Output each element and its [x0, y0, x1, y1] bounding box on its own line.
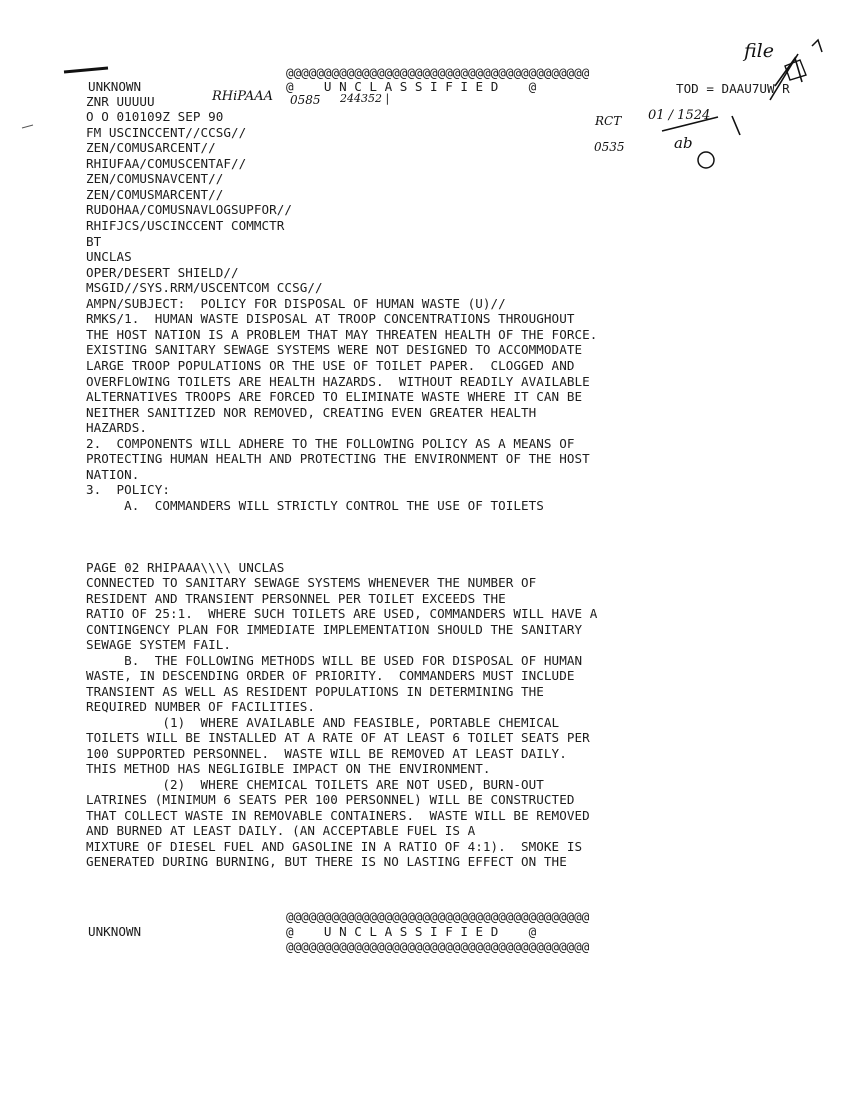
handwriting-code-0585: 0585	[290, 93, 321, 107]
bottom-at-row-bottom: @@@@@@@@@@@@@@@@@@@@@@@@@@@@@@@@@@@@@@@@	[286, 939, 590, 954]
top-classification: @ U N C L A S S I F I E D @	[286, 79, 537, 94]
message-line: RATIO OF 25:1. WHERE SUCH TOILETS ARE USED, COMMANDERS WILL HAVE A	[86, 606, 598, 621]
message-line: UNCLAS	[86, 249, 132, 264]
message-line: OPER/DESERT SHIELD//	[86, 265, 239, 280]
handwriting-fraction: 01 / 1524	[648, 108, 711, 123]
message-line: ALTERNATIVES TROOPS ARE FORCED TO ELIMINATE WASTE WHERE IT CAN BE	[86, 389, 583, 404]
top-at-row: @@@@@@@@@@@@@@@@@@@@@@@@@@@@@@@@@@@@@@@@	[286, 65, 590, 80]
message-line: LATRINES (MINIMUM 6 SEATS PER 100 PERSONNEL) WILL BE CONSTRUCTED	[86, 792, 575, 807]
message-line: TRANSIENT AS WELL AS RESIDENT POPULATIONS IN DETERMINING THE	[86, 684, 544, 699]
message-line: NEITHER SANITIZED NOR REMOVED, CREATING EVEN GREATER HEALTH	[86, 405, 537, 420]
message-line: B. THE FOLLOWING METHODS WILL BE USED FOR DISPOSAL OF HUMAN	[86, 653, 583, 668]
message-line: THE HOST NATION IS A PROBLEM THAT MAY THREATEN HEALTH OF THE FORCE.	[86, 327, 598, 342]
bottom-classification: @ U N C L A S S I F I E D @	[286, 924, 537, 939]
message-line: ZEN/COMUSARCENT//	[86, 140, 216, 155]
message-line: MIXTURE OF DIESEL FUEL AND GASOLINE IN A RATIO OF 4:1). SMOKE IS	[86, 839, 583, 854]
message-line: WASTE, IN DESCENDING ORDER OF PRIORITY. COMMANDERS MUST INCLUDE	[86, 668, 575, 683]
message-line: GENERATED DURING BURNING, BUT THERE IS NO LASTING EFFECT ON THE	[86, 854, 567, 869]
message-line: SEWAGE SYSTEM FAIL.	[86, 637, 232, 652]
message-line: AMPN/SUBJECT: POLICY FOR DISPOSAL OF HUMAN WASTE (U)//	[86, 296, 506, 311]
message-line: AND BURNED AT LEAST DAILY. (AN ACCEPTABLE FUEL IS A	[86, 823, 476, 838]
message-line: FM USCINCCENT//CCSG//	[86, 125, 247, 140]
message-line: 100 SUPPORTED PERSONNEL. WASTE WILL BE REMOVED AT LEAST DAILY.	[86, 746, 567, 761]
message-line: NATION.	[86, 467, 140, 482]
message-line: (1) WHERE AVAILABLE AND FEASIBLE, PORTABLE CHEMICAL	[86, 715, 560, 730]
handwriting-ab: ab	[674, 134, 693, 152]
message-line: RHIUFAA/COMUSCENTAF//	[86, 156, 247, 171]
message-line: REQUIRED NUMBER OF FACILITIES.	[86, 699, 315, 714]
message-line: LARGE TROOP POPULATIONS OR THE USE OF TOILET PAPER. CLOGGED AND	[86, 358, 575, 373]
message-line: CONTINGENCY PLAN FOR IMMEDIATE IMPLEMENTATION SHOULD THE SANITARY	[86, 622, 583, 637]
handwriting-code-0535: 0535	[594, 140, 625, 154]
handwriting-number: 244352 |	[340, 92, 390, 105]
message-line: PROTECTING HUMAN HEALTH AND PROTECTING THE ENVIRONMENT OF THE HOST	[86, 451, 590, 466]
handwriting-rct: RCT	[595, 114, 622, 128]
message-line: THIS METHOD HAS NEGLIGIBLE IMPACT ON THE ENVIRONMENT.	[86, 761, 491, 776]
message-line: ZNR UUUUU	[86, 94, 155, 109]
message-line: RMKS/1. HUMAN WASTE DISPOSAL AT TROOP CONCENTRATIONS THROUGHOUT	[86, 311, 575, 326]
handwriting-rhipaaa: RHiPAAA	[212, 89, 274, 104]
top-header-left: UNKNOWN	[88, 79, 142, 94]
message-line: ZEN/COMUSMARCENT//	[86, 187, 224, 202]
message-line: ZEN/COMUSNAVCENT//	[86, 171, 224, 186]
message-line: RUDOHAA/COMUSNAVLOGSUPFOR//	[86, 202, 293, 217]
message-line: HAZARDS.	[86, 420, 148, 435]
message-line: (2) WHERE CHEMICAL TOILETS ARE NOT USED, BURN-OUT	[86, 777, 544, 792]
message-line: 2. COMPONENTS WILL ADHERE TO THE FOLLOWING POLICY AS A MEANS OF	[86, 436, 575, 451]
message-line: THAT COLLECT WASTE IN REMOVABLE CONTAINERS. WASTE WILL BE REMOVED	[86, 808, 590, 823]
message-line: CONNECTED TO SANITARY SEWAGE SYSTEMS WHENEVER THE NUMBER OF	[86, 575, 537, 590]
bottom-at-row-top: @@@@@@@@@@@@@@@@@@@@@@@@@@@@@@@@@@@@@@@@	[286, 909, 590, 924]
message-line: RHIFJCS/USCINCCENT COMMCTR	[86, 218, 285, 233]
message-line: BT	[86, 234, 102, 249]
message-line: O O 010109Z SEP 90	[86, 109, 224, 124]
message-line: 3. POLICY:	[86, 482, 170, 497]
message-line: A. COMMANDERS WILL STRICTLY CONTROL THE USE OF TOILETS	[86, 498, 544, 513]
handwriting-file-note: file	[744, 40, 774, 62]
message-line: OVERFLOWING TOILETS ARE HEALTH HAZARDS. WITHOUT READILY AVAILABLE	[86, 374, 590, 389]
bottom-footer-left: UNKNOWN	[88, 924, 142, 939]
top-tod: TOD = DAAU7UW R	[676, 81, 790, 96]
message-line: RESIDENT AND TRANSIENT PERSONNEL PER TOILET EXCEEDS THE	[86, 591, 506, 606]
message-line: MSGID//SYS.RRM/USCENTCOM CCSG//	[86, 280, 323, 295]
page-header: PAGE 02 RHIPAAA\\\\ UNCLAS	[86, 560, 285, 575]
message-line: TOILETS WILL BE INSTALLED AT A RATE OF AT LEAST 6 TOILET SEATS PER	[86, 730, 590, 745]
message-line: EXISTING SANITARY SEWAGE SYSTEMS WERE NOT DESIGNED TO ACCOMMODATE	[86, 342, 583, 357]
